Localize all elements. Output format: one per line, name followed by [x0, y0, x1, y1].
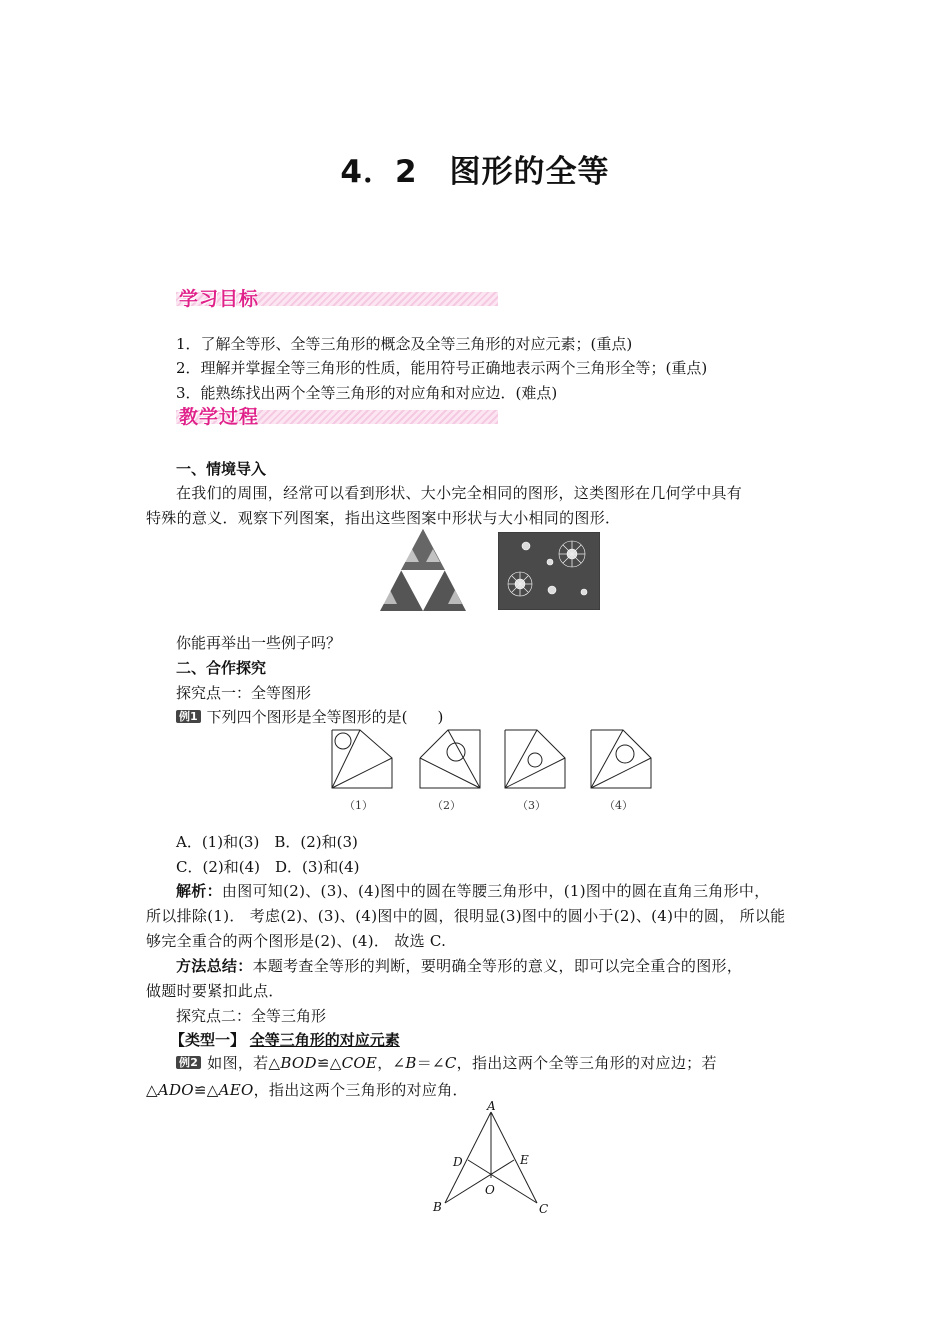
section-banner-objectives [176, 286, 498, 310]
options-cd: C．(2)和(4) D．(3)和(4) [176, 858, 360, 876]
intro-text-line1: 在我们的周围，经常可以看到形状、大小完全相同的图形，这类图形在几何学中具有 [176, 484, 743, 502]
ex2-var: C [444, 1054, 457, 1072]
analysis-line-3: 够完全重合的两个图形是(2)、(4)． 故选 C. [146, 932, 447, 950]
example-1-text: 下列四个图形是全等图形的是( ) [206, 708, 444, 726]
figure-1 [332, 730, 392, 788]
ex2-text: ＝∠ [416, 1054, 445, 1072]
analysis-line-2: 所以排除(1)． 考虑(2)、(3)、(4)图中的圆，很明显(3)图中的圆小于(2)、(4)中的圆， 所以能 [146, 907, 786, 925]
example-1-question [176, 705, 443, 729]
ex2-var: AEO [218, 1081, 254, 1099]
point-label-d: D [453, 1155, 463, 1169]
ex2-text: ，∠ [377, 1054, 406, 1072]
ex2-text: ≌△ [193, 1081, 219, 1099]
point-label-c: C [539, 1202, 549, 1216]
banner-label: 学习目标 [179, 288, 260, 310]
method-text: 本题考查全等形的判断，要明确全等形的意义，即可以完全重合的图形， [252, 957, 743, 975]
point-label-b: B [433, 1200, 442, 1214]
example-2-line-2 [146, 1078, 468, 1103]
method-summary-line-1 [176, 954, 742, 979]
objective-1: 1．了解全等形、全等三角形的概念及全等三角形的对应元素；(重点) [176, 335, 633, 353]
ex2-var: ADO [157, 1081, 194, 1099]
example-2-line-1 [176, 1051, 717, 1076]
figure-2 [420, 730, 480, 788]
explore-point-2: 探究点二：全等三角形 [176, 1007, 327, 1025]
figure-4 [591, 730, 651, 788]
type-label: 【类型一】 [170, 1031, 246, 1049]
example-tag: 例1 [176, 710, 201, 723]
point-label-e: E [520, 1153, 529, 1167]
point-label-a: A [487, 1099, 496, 1113]
type-1-heading [170, 1028, 400, 1052]
ex2-var: BOD [280, 1054, 317, 1072]
type-title: 全等三角形的对应元素 [249, 1031, 400, 1049]
method-label: 方法总结： [176, 957, 253, 975]
triangle-geometry-diagram [425, 1098, 555, 1220]
method-summary-line-2: 做题时要紧扣此点． [146, 982, 284, 1000]
analysis-line-1 [176, 879, 770, 904]
analysis-label: 解析： [176, 882, 222, 900]
ex2-text: ，指出这两个三角形的对应角． [253, 1081, 468, 1099]
intro-text-line2: 特殊的意义．观察下列图案，指出这些图案中形状与大小相同的图形． [146, 509, 621, 527]
objective-2: 2．理解并掌握全等三角形的性质，能用符号正确地表示两个三角形全等；(重点) [176, 359, 708, 377]
explore-point-1: 探究点一：全等图形 [176, 684, 312, 702]
figure-caption-2: （2） [432, 799, 461, 812]
figure-caption-1: （1） [344, 799, 373, 812]
section-banner-process [176, 404, 498, 428]
banner-label: 教学过程 [179, 406, 260, 428]
ex2-text: ≌△ [316, 1054, 342, 1072]
star-flower-pattern-image [498, 532, 600, 610]
ex2-text: ，指出这两个全等三角形的对应边；若 [456, 1054, 717, 1072]
figure-3 [505, 730, 565, 788]
options-ab: A．(1)和(3) B．(2)和(3) [176, 833, 358, 851]
objective-3: 3．能熟练找出两个全等三角形的对应角和对应边．(难点) [176, 384, 558, 402]
ex2-text: △ [146, 1081, 158, 1099]
ex2-text: 如图，若△ [207, 1054, 281, 1072]
point-label-o: O [485, 1183, 495, 1197]
section-heading-explore: 二、合作探究 [176, 659, 267, 677]
analysis-text: 由图可知(2)、(3)、(4)图中的圆在等腰三角形中，(1)图中的圆在直角三角形中， [221, 882, 770, 900]
question-text: 你能再举出一些例子吗？ [176, 634, 342, 652]
segment-ac [491, 1112, 537, 1203]
page-title: 4．2 图形的全等 [340, 154, 610, 190]
figure-caption-4: （4） [604, 799, 633, 812]
figure-caption-3: （3） [517, 799, 546, 812]
example-tag: 例2 [176, 1056, 201, 1069]
sierpinski-triangle-image [380, 529, 466, 611]
ex2-var: B [405, 1054, 417, 1072]
ex2-var: COE [341, 1054, 378, 1072]
section-heading-intro: 一、情境导入 [176, 460, 267, 478]
